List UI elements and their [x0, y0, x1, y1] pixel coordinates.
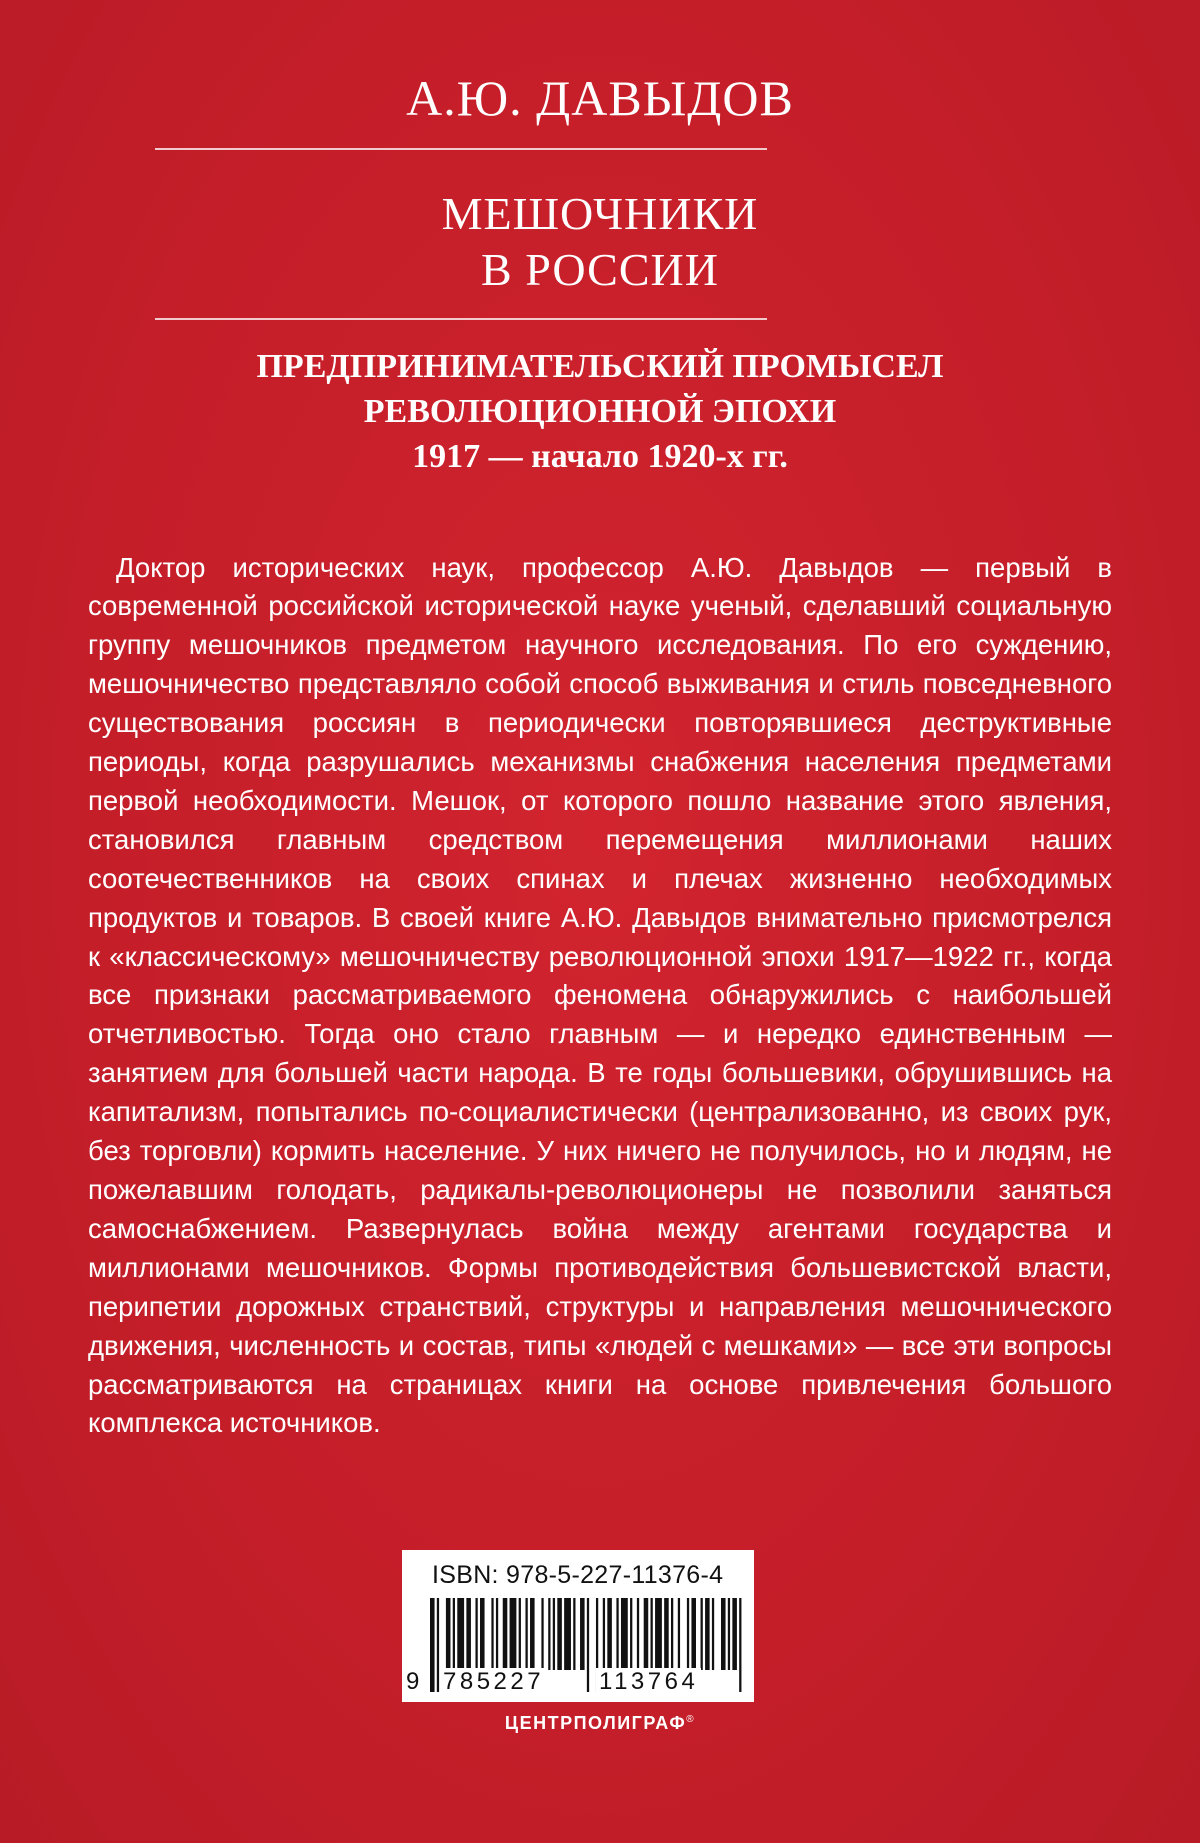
- barcode-bar: [496, 1598, 498, 1670]
- barcode-bar: [519, 1598, 521, 1670]
- barcode-bar: [453, 1598, 455, 1670]
- barcode-bar: [475, 1598, 477, 1670]
- barcode-bar: [671, 1598, 673, 1670]
- barcode-bar: [607, 1598, 612, 1670]
- barcode-bar: [644, 1598, 649, 1670]
- subtitle-line-2: РЕВОЛЮЦИОННОЙ ЭПОХИ: [363, 393, 837, 430]
- barcode-bar: [739, 1598, 741, 1692]
- registered-mark: ®: [686, 1714, 696, 1725]
- barcode-bar: [446, 1598, 451, 1670]
- barcode-bar: [564, 1598, 571, 1670]
- barcode-digits-right: 113764: [596, 1668, 701, 1696]
- barcode-bar: [457, 1598, 464, 1670]
- barcode-bar: [655, 1598, 662, 1670]
- barcode-bar: [728, 1598, 730, 1670]
- barcode-bar: [480, 1598, 485, 1670]
- divider-bottom: [155, 318, 767, 320]
- barcode-bar: [525, 1598, 527, 1670]
- title-line-2: В РОССИИ: [481, 244, 719, 295]
- barcode-bar: [557, 1598, 562, 1670]
- barcode-bar: [701, 1598, 703, 1670]
- barcode-bar: [437, 1598, 439, 1692]
- barcode-bar: [651, 1598, 653, 1670]
- barcode-bar: [705, 1598, 710, 1670]
- barcode-bar: [630, 1598, 632, 1670]
- barcode-bar: [573, 1598, 575, 1670]
- barcode-bar: [466, 1598, 471, 1670]
- barcode-bar: [503, 1598, 508, 1670]
- barcode-bar: [541, 1598, 543, 1670]
- barcode-bar: [678, 1598, 680, 1670]
- barcode-digits-left: 785227: [440, 1668, 547, 1696]
- barcode-bar: [530, 1598, 535, 1670]
- barcode-bar: [587, 1598, 589, 1692]
- divider-top: [155, 148, 767, 150]
- barcode-bar: [603, 1598, 605, 1670]
- barcode-bar: [510, 1598, 517, 1670]
- book-annotation: Доктор исторических наук, профессор А.Ю. Давыдов — первый в современной российской исторической науке ученый, сделавший социальную группу мешочников предметом научного исследования. По его суждению, мешочничество представляло собой способ выживания и стиль повседневного существования россиян в периодически повторявшиеся деструктивные периоды, когда разрушались механизмы снабжения населения предметами первой необходимости. Мешок, от которого пошло название этого явления, становился главным средством перемещения миллионами наших соотечественников на своих спинах и плечах жизненно необходимых продуктов и товаров. В своей книге А.Ю. Давыдов внимательно присмотрелся к «классическому» мешочничеству революционной эпохи 1917—1922 гг., когда все признаки рассматриваемого феномена обнаружились с наибольшей отчетливостью. Тогда оно стало главным — и нередко единственным — занятием для большей части народа. В те годы большевики, обрушившись на капитализм, попытались по-социалистически (централизованно, из своих рук, без торговли) кормить население. У них ничего не получилось, но и людям, не пожелавшим голодать, радикалы-революционеры не позволили заняться самоснабжением. Развернулась война между агентами государства и миллионами мешочников. Формы противодействия большевистской власти, перипетии дорожных странствий, структуры и направления мешочнического движения, численность и состав, типы «людей с мешками» — все эти вопросы рассматриваются на страницах книги на основе привлечения большого комплекса источников.: [88, 551, 1112, 1439]
- barcode-bar: [553, 1598, 555, 1670]
- barcode-bar: [637, 1598, 639, 1670]
- barcode-bar: [491, 1598, 493, 1670]
- author-name: А.Ю. ДАВЫДОВ: [406, 70, 794, 126]
- barcode-bar: [664, 1598, 669, 1670]
- publisher-logo: [0, 1713, 1200, 1734]
- barcode-bar: [621, 1598, 628, 1670]
- publisher-name: ЦЕНТРПОЛИГРАФ: [504, 1713, 687, 1733]
- title-line-1: МЕШОЧНИКИ: [441, 188, 759, 239]
- book-title: [0, 186, 1200, 298]
- barcode-bar: [616, 1598, 618, 1670]
- barcode-bar: [548, 1598, 550, 1670]
- book-subtitle: [0, 344, 1200, 479]
- isbn-number: ISBN: 978-5-227-11376-4: [432, 1561, 724, 1589]
- subtitle-line-1: ПРЕДПРИНИМАТЕЛЬСКИЙ ПРОМЫСЕЛ: [256, 348, 944, 385]
- barcode-bar: [687, 1598, 689, 1670]
- subtitle-line-3: 1917 — начало 1920-х гг.: [412, 438, 788, 475]
- barcode-bar: [732, 1598, 737, 1670]
- barcode-digit-first: 9: [406, 1668, 420, 1695]
- barcode-bar: [430, 1598, 435, 1692]
- barcode-bar: [712, 1598, 714, 1670]
- barcode-bar: [691, 1598, 696, 1670]
- isbn-barcode-block: [402, 1550, 754, 1702]
- barcode-bar: [580, 1598, 585, 1670]
- barcode-bar: [721, 1598, 726, 1670]
